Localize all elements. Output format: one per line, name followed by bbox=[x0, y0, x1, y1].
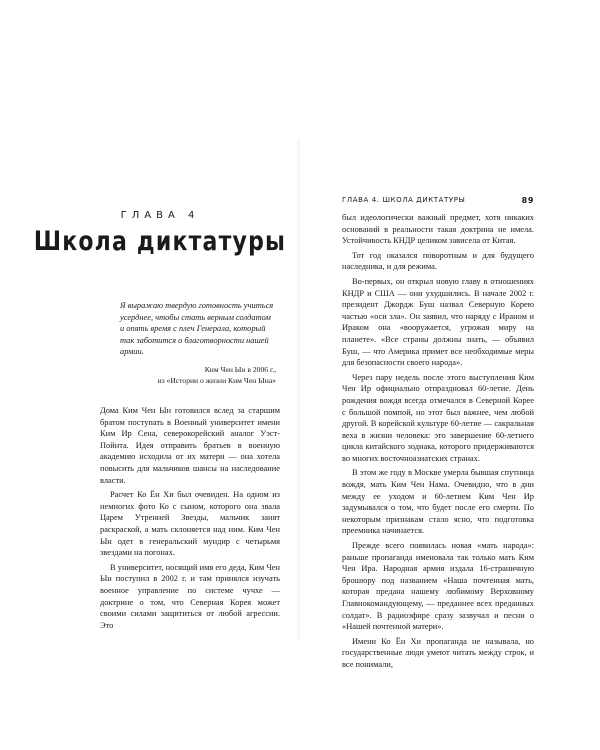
epigraph-source bbox=[120, 364, 276, 387]
epigraph bbox=[120, 300, 276, 387]
paragraph: Во-первых, он открыл новую главу в отношениях КНДР и США — они ухудшились. В начале 2002 г. президент Джордж Буш назвал Северную Корею частью «оси зла». Он заявил, что наряду с Ираном и Ираком она «вооружается, угрожая миру на планете». «Все страны должны знать, — объявил Буш, — что Америка примет все необходимые меры для безопасности своего народа». bbox=[342, 276, 534, 368]
right-page-body bbox=[342, 212, 534, 674]
page-number: 89 bbox=[521, 196, 534, 205]
paragraph: был идеологически важный предмет, хотя никаких оснований в реальности такая доктрина не имела. Устойчивость КНДР целиком зависела от Китая. bbox=[342, 213, 534, 246]
chapter-label: ГЛАВА 4 bbox=[120, 210, 200, 221]
paragraph: В этом же году в Москве умерла бывшая спутница вождя, мать Ким Чен Нама. Очевидно, что в дни между ее уходом и 60-летием Ким Чен Ир задумывался о том, что будет после его смерти. По некоторым признакам стало ясно, что подготовка преемника начинается. bbox=[342, 468, 534, 536]
paragraph: Расчет Ко Ён Хи был очевиден. На одном из немногих фото Ко с сыном, которого она звала Царем Утренней Звезды, мальчик занят раскраской, а мать склоняется над ним. Ким Чен Ын одет в генеральский мундир с четырьмя звездами на погонах. bbox=[100, 490, 280, 558]
paragraph: Дома Ким Чен Ын готовился вслед за старшим братом поступать в Военный университет имени Ким Ир Сена, северокорейский аналог Уэст-Пойнта. Идея отправить братьев в военную академию исходила от их матери — она хотела повысить для мальчиков шансы на наследование власти. bbox=[100, 406, 280, 485]
epigraph-source-line-1: Ким Чен Ын в 2006 г., bbox=[204, 364, 276, 374]
paragraph: Тот год оказался поворотным и для будущего наследника, и для режима. bbox=[342, 250, 534, 272]
running-header bbox=[342, 196, 534, 206]
paragraph: Прежде всего появилась новая «мать народа»: раньше пропаганда именовала так только мать Ким Чен Ира. Народная армия издала 16-страничную брошюру под названием «Наша почтенная мать, которая предана нашему любимому Верховному Главнокомандующему, — преданнее всех преданных солдат». В радиоэфире сразу зазвучал и песни о «Нашей почтенной матери». bbox=[342, 541, 534, 632]
left-page-body bbox=[100, 405, 280, 634]
paragraph: Имени Ко Ён Хи пропаганда не называла, но государственные люди умеют читать между строк, и все понимали, bbox=[342, 636, 534, 669]
running-title: ГЛАВА 4. ШКОЛА ДИКТАТУРЫ bbox=[342, 196, 466, 204]
paragraph: Через пару недель после этого выступления Ким Чен Ир официально отпраздновал 60-летие. День рождения вождя всегда отмечался в Северной Корее с большой помпой, но этот был важнее, чем любой другой. В корейской культуре 60-летие — сакральная веха в жизни человека: это завершение 60-летнего цикла китайского зодиака, которого придерживаются во многих восточноазиатских странах. bbox=[342, 372, 534, 463]
chapter-title: Школа диктатуры bbox=[33, 227, 287, 258]
epigraph-text: Я выражаю твердую готовность учиться усерднее, чтобы стать верным солдатом и опять время с плеч Генерала, который так заботится о благотворности нашей армии. bbox=[120, 301, 274, 357]
epigraph-source-line-2: из «Истории о жизни Ким Чен Ына» bbox=[157, 376, 276, 386]
paragraph: В университет, носящий имя его деда, Ким Чен Ын поступил в 2002 г. и там принялся изучать военное управление по системе чучхе — доктрине о том, что Северная Корея может своими силами защититься от любой агрессии. Это bbox=[100, 562, 280, 630]
